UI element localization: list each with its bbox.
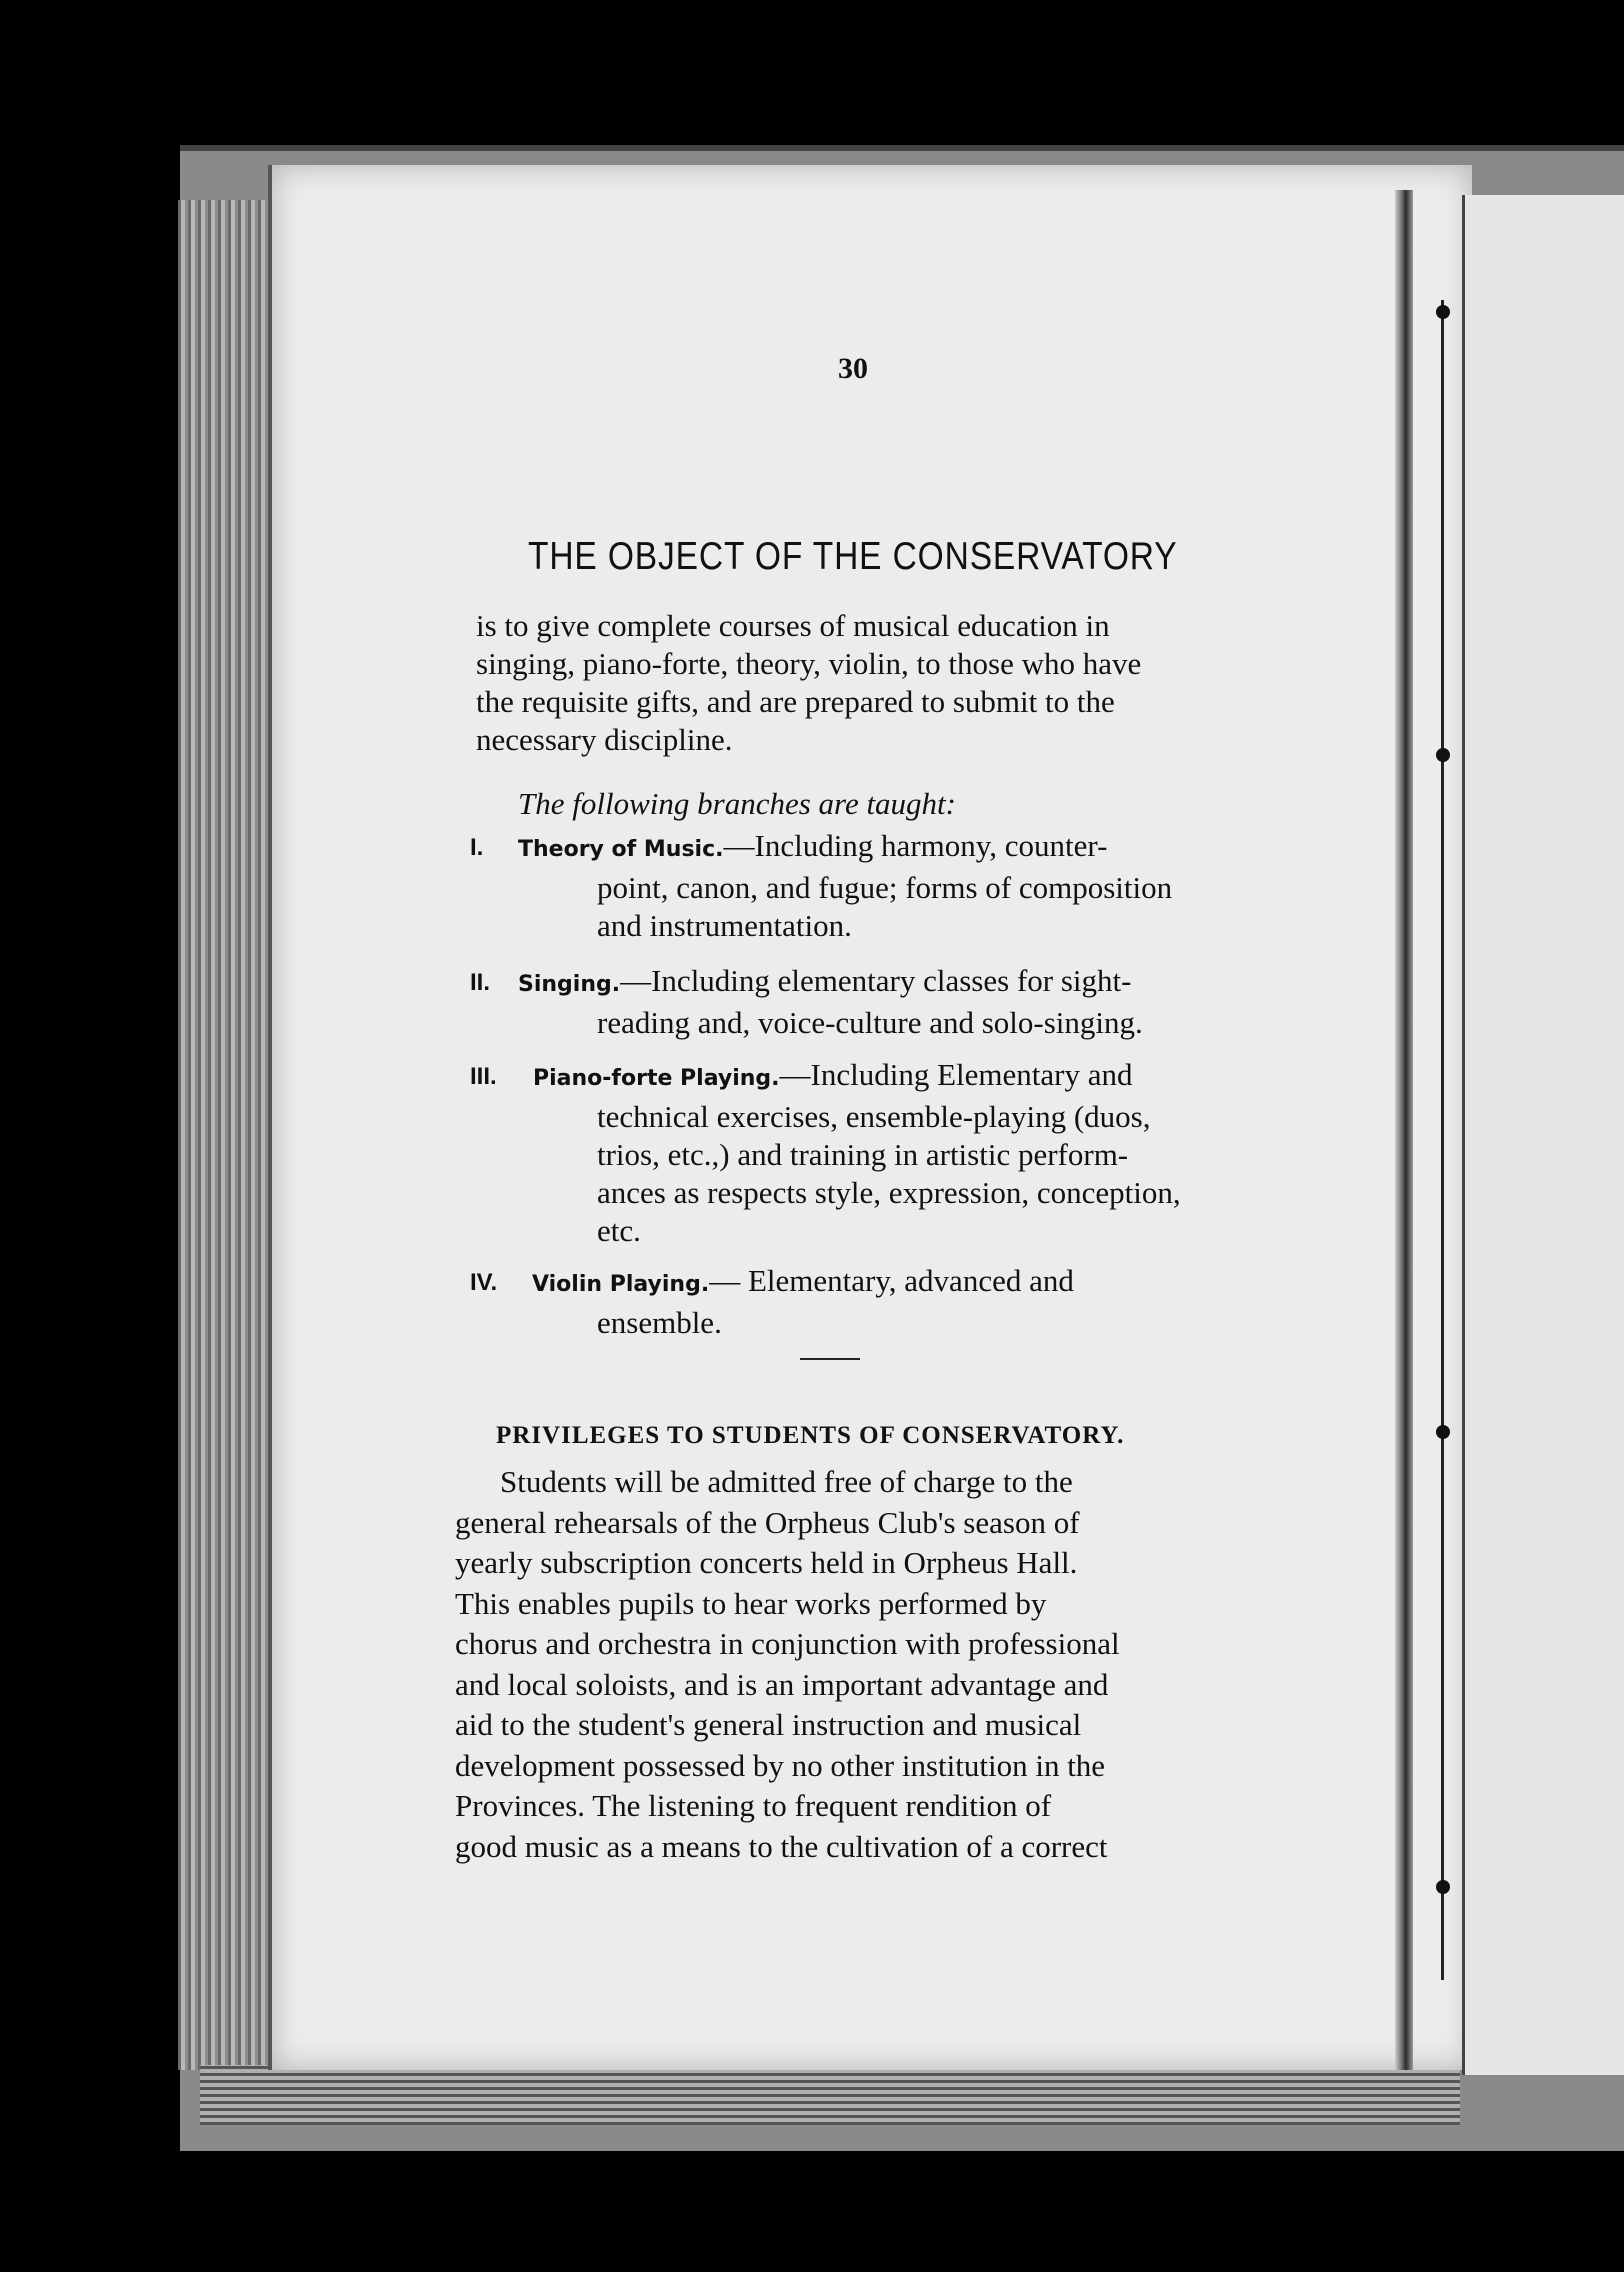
branch-text: — Elementary, advanced and xyxy=(709,1263,1074,1298)
text-line: chorus and orchestra in conjunction with professional xyxy=(455,1626,1120,1661)
text-line: Students will be admitted free of charge to the xyxy=(500,1464,1073,1499)
intro-paragraph xyxy=(476,607,1141,759)
text-line: aid to the student's general instruction and musical xyxy=(455,1707,1082,1742)
book-gutter xyxy=(1395,190,1413,2070)
binding-stitch xyxy=(1436,1425,1450,1439)
branch-numeral: IV. xyxy=(470,1269,498,1296)
text-line: technical exercises, ensemble-playing (duos, xyxy=(597,1099,1151,1134)
page-edges-bottom xyxy=(200,2065,1460,2125)
branch-label: Piano-forte Playing. xyxy=(533,1066,780,1091)
text-line: ances as respects style, expression, conception, xyxy=(597,1175,1181,1210)
branch-text: —Including elementary classes for sight- xyxy=(620,963,1132,998)
branch-numeral: II. xyxy=(470,969,491,996)
text-line: development possessed by no other institution in the xyxy=(455,1747,1106,1783)
text-line: is to give complete courses of musical education in xyxy=(476,608,1110,643)
branch-item xyxy=(470,962,1230,1042)
branch-item xyxy=(470,827,1230,945)
text-line: singing, piano-forte, theory, violin, to those who have xyxy=(476,646,1142,681)
page-heading: THE OBJECT OF THE CONSERVATORY xyxy=(528,535,1178,578)
branches-title: The following branches are taught: xyxy=(518,786,956,821)
branch-item xyxy=(470,1056,1230,1250)
branch-text: —Including Elementary and xyxy=(779,1057,1133,1092)
branch-numeral: I. xyxy=(470,834,484,861)
text-line: Provinces. The listening to frequent rendition of xyxy=(455,1788,1052,1823)
branch-text: —Including harmony, counter- xyxy=(723,828,1108,863)
text-line: necessary discipline. xyxy=(476,722,733,757)
text-line: trios, etc.,) and training in artistic perform- xyxy=(597,1137,1129,1172)
text-line: This enables pupils to hear works performed by xyxy=(455,1585,1047,1621)
binding-stitch xyxy=(1436,305,1450,319)
binding-thread xyxy=(1441,300,1444,1980)
branch-item xyxy=(470,1262,1230,1342)
text-line: point, canon, and fugue; forms of composition xyxy=(597,870,1173,905)
privileges-heading: PRIVILEGES TO STUDENTS OF CONSERVATORY. xyxy=(496,1422,1125,1449)
text-line: and instrumentation. xyxy=(597,908,852,943)
text-line: ensemble. xyxy=(597,1305,722,1340)
privileges-paragraph xyxy=(455,1462,1120,1867)
binding-stitch xyxy=(1436,748,1450,762)
text-line: the requisite gifts, and are prepared to submit to the xyxy=(476,684,1115,719)
text-line: general rehearsals of the Orpheus Club's season of xyxy=(455,1504,1080,1540)
facing-page xyxy=(1462,195,1624,2075)
section-divider xyxy=(800,1358,860,1360)
page-edges-left xyxy=(178,200,273,2070)
text-line: reading and, voice-culture and solo-singing. xyxy=(597,1005,1143,1040)
binding-stitch xyxy=(1436,1880,1450,1894)
text-line: etc. xyxy=(597,1213,641,1248)
text-line: and local soloists, and is an important advantage and xyxy=(455,1666,1109,1702)
branch-label: Violin Playing. xyxy=(532,1272,710,1297)
branch-label: Theory of Music. xyxy=(518,837,724,862)
branch-label: Singing. xyxy=(518,972,621,997)
text-line: yearly subscription concerts held in Orpheus Hall. xyxy=(455,1545,1078,1580)
text-line: good music as a means to the cultivation of a correct xyxy=(455,1828,1108,1864)
page-number: 30 xyxy=(838,352,868,385)
branch-numeral: III. xyxy=(470,1063,497,1090)
